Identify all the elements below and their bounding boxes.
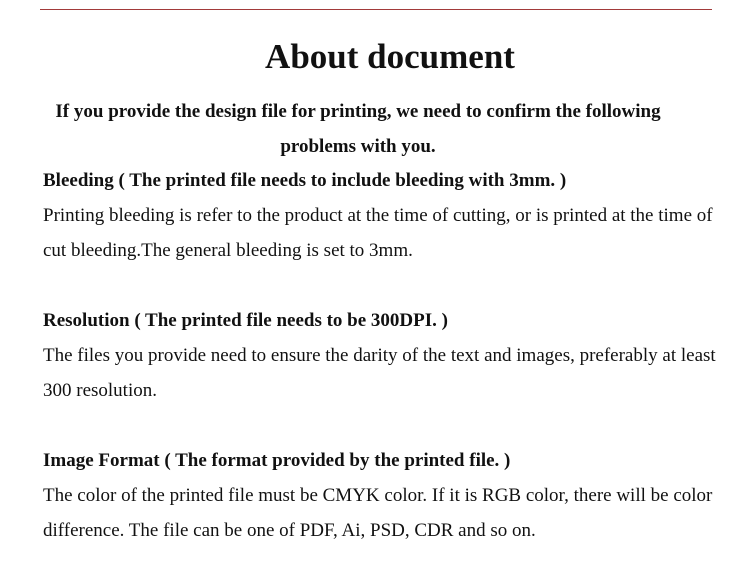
- section-body: The color of the printed file must be CMYK color. If it is RGB color, there will be color difference. The file can be one of PDF, Ai, PSD, CDR and so on.: [43, 485, 713, 541]
- page-title: About document: [265, 37, 515, 76]
- section-body: The files you provide need to ensure the darity of the text and images, preferably at least 300 resolution.: [43, 345, 716, 401]
- section-body: Printing bleeding is refer to the product at the time of cutting, or is printed at the time of cut bleeding.The general bleeding is set to 3mm.: [43, 205, 713, 261]
- section-bleeding: [43, 163, 718, 268]
- section-heading: Image Format ( The format provided by the printed file. ): [43, 450, 511, 471]
- section-resolution: [43, 303, 718, 408]
- section-heading: Bleeding ( The printed file needs to include bleeding with 3mm. ): [43, 170, 567, 191]
- top-divider: [40, 9, 712, 10]
- section-image-format: [43, 443, 718, 548]
- intro-text: If you provide the design file for printing, we need to confirm the following problems with you.: [55, 101, 661, 157]
- section-heading: Resolution ( The printed file needs to be 300DPI. ): [43, 310, 448, 331]
